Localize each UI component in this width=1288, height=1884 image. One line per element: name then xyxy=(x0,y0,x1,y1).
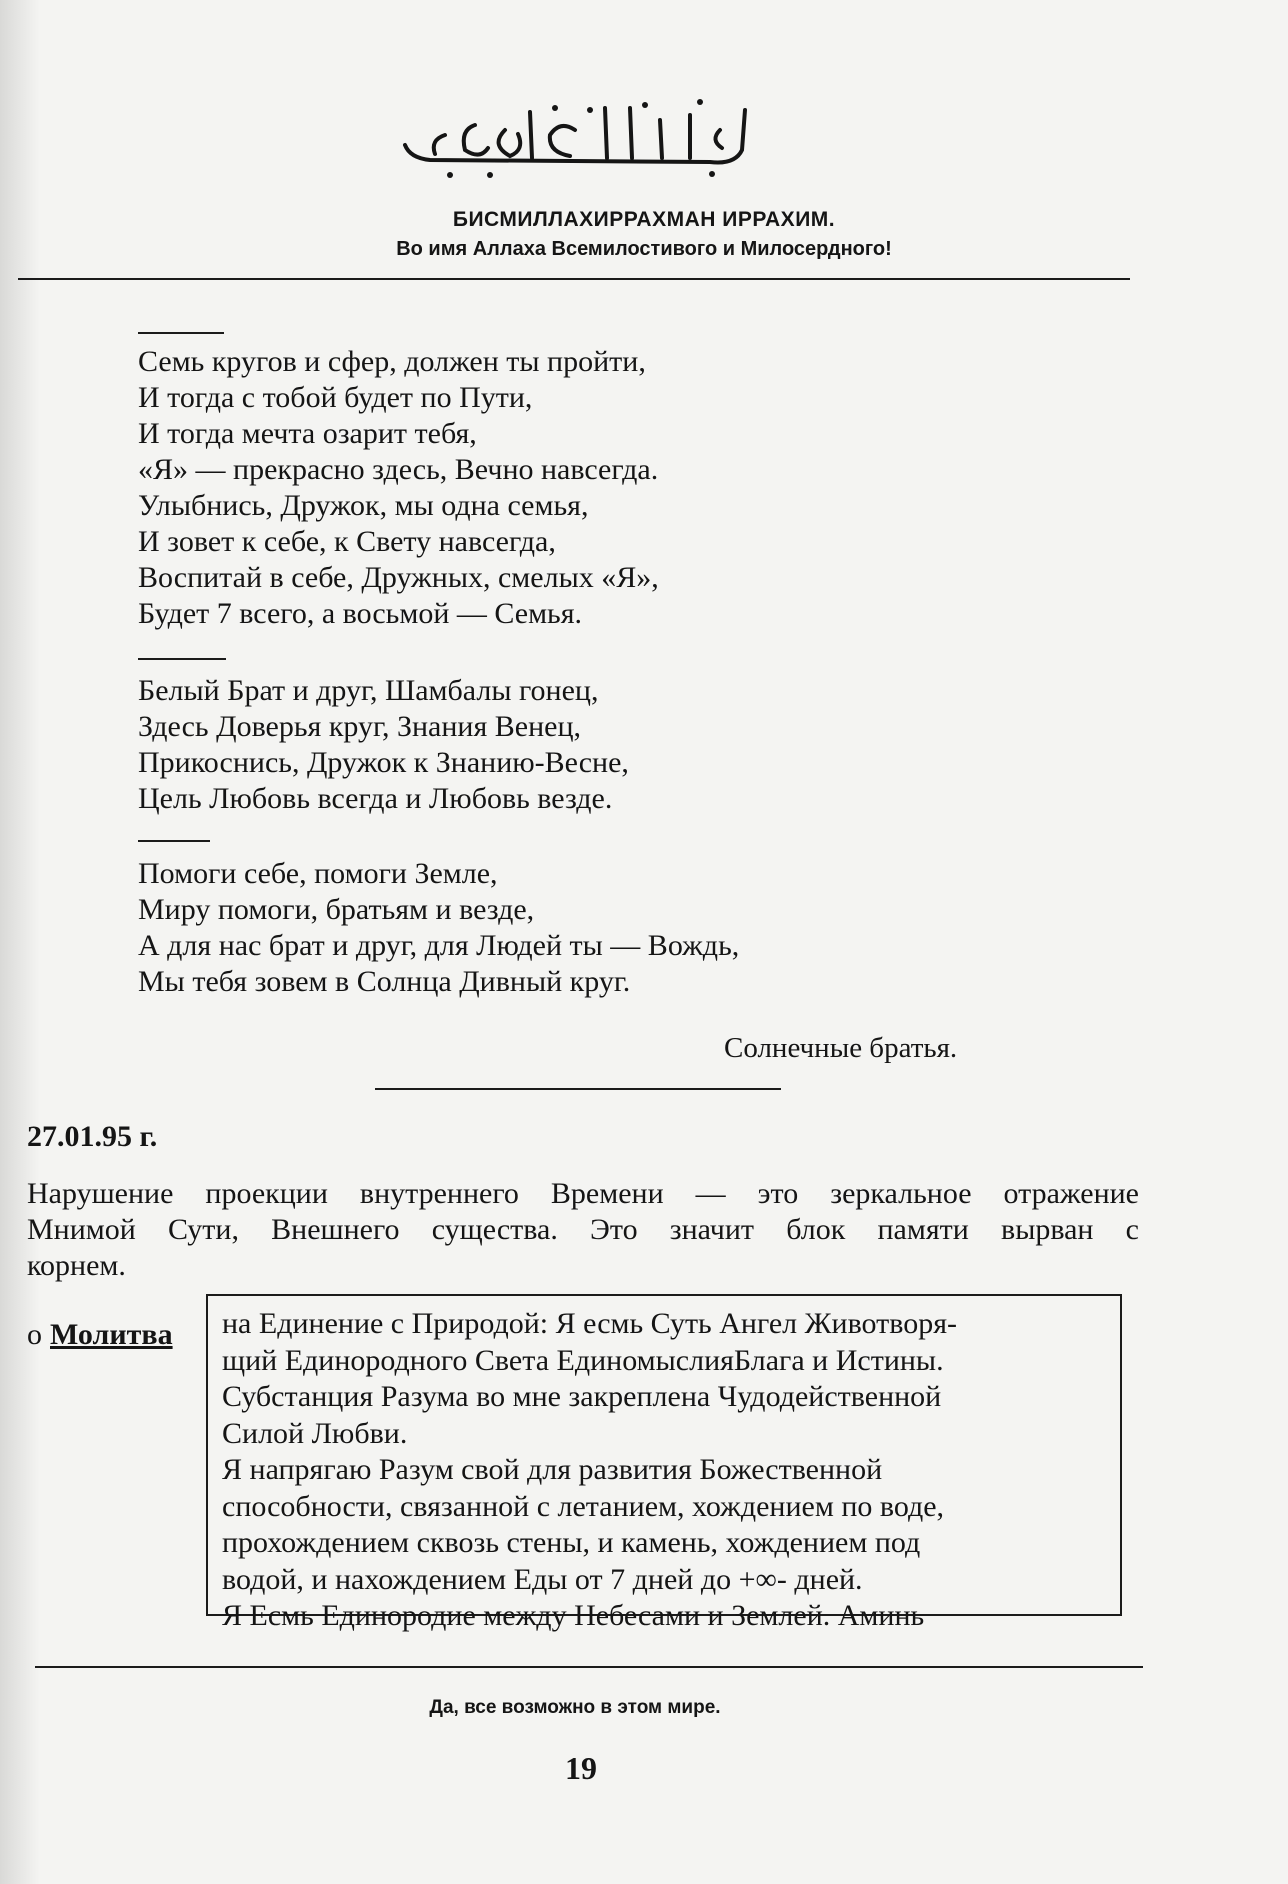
page-gutter-shadow xyxy=(0,0,40,1884)
poem-line: Мы тебя зовем в Солнца Дивный круг. xyxy=(138,965,631,998)
poem-line: Будет 7 всего, а восьмой — Семья. xyxy=(138,597,583,630)
prayer-label xyxy=(27,1318,173,1352)
prayer-box xyxy=(206,1294,1122,1632)
prayer-line: щий Единородного Света ЕдиномыслияБлага и Истины. xyxy=(222,1343,944,1377)
poem-line: Миру помоги, братьям и везде, xyxy=(138,893,535,926)
poem-line: А для нас брат и друг, для Людей ты — Вождь, xyxy=(138,929,740,962)
poem-line: Прикоснись, Дружок к Знанию-Весне, xyxy=(138,746,629,779)
poem-stanza-2 xyxy=(138,673,938,817)
entry-date: 27.01.95 г. xyxy=(27,1120,158,1153)
poem-line: «Я» — прекрасно здесь, Вечно навсегда. xyxy=(138,453,659,486)
stanza-divider xyxy=(138,658,226,660)
prayer-line: Субстанция Разума во мне закреплена Чудодейственной xyxy=(222,1380,942,1413)
prayer-line: на Единение с Природой: Я есмь Суть Ангел Животворя- xyxy=(222,1307,958,1340)
poem-line: Белый Брат и друг, Шамбалы гонец, xyxy=(138,674,599,707)
basmala-translation: Во имя Аллаха Всемилостивого и Милосердного! xyxy=(396,238,892,260)
stanza-divider xyxy=(138,332,224,334)
poem-line: Помоги себе, помоги Земле, xyxy=(138,857,498,890)
paragraph-line: корнем. xyxy=(27,1249,126,1282)
poem-stanza-1 xyxy=(138,344,938,632)
poem-line: Воспитай в себе, Дружных, смелых «Я», xyxy=(138,561,659,594)
entry-paragraph xyxy=(27,1176,1139,1284)
poem-line: И зовет к себе, к Свету навсегда, xyxy=(138,525,556,558)
prayer-line: Я Есмь Единородие между Небесами и Землей. Аминь xyxy=(222,1599,925,1632)
poem-line: Семь кругов и сфер, должен ты пройти, xyxy=(138,345,646,378)
footer-rule xyxy=(35,1666,1143,1668)
prayer-title: Молитва xyxy=(50,1318,173,1351)
poem-line: И тогда с тобой будет по Пути, xyxy=(138,381,533,414)
poem-signature: Солнечные братья. xyxy=(724,1032,958,1064)
poem-line: И тогда мечта озарит тебя, xyxy=(138,417,477,450)
prayer-line: Я напрягаю Разум свой для развития Божественной xyxy=(222,1453,883,1486)
basmala-calligraphy-image xyxy=(390,90,760,185)
basmala-transliteration: БИСМИЛЛАХИРРАХМАН ИРРАХИМ. xyxy=(452,208,836,231)
footer-motto: Да, все возможно в этом мире. xyxy=(429,1697,721,1718)
header-rule xyxy=(18,278,1130,280)
prayer-line: водой, и нахождением Еды от 7 дней до +∞- дней. xyxy=(222,1562,863,1596)
poem-line: Улыбнись, Дружок, мы одна семья, xyxy=(138,489,589,522)
poem-stanza-3 xyxy=(138,856,938,1000)
poem-line: Цель Любовь всегда и Любовь везде. xyxy=(138,782,613,815)
paragraph-line: Нарушение проекции внутреннего Времени — это зеркальное отражение xyxy=(27,1177,1139,1210)
paragraph-line: Мнимой Сути, Внешнего существа. Это значит блок памяти вырван с xyxy=(27,1213,1139,1246)
prayer-line: Силой Любви. xyxy=(222,1416,408,1450)
prayer-bullet: о xyxy=(27,1318,42,1351)
page-number: 19 xyxy=(565,1750,597,1786)
poem-line: Здесь Доверья круг, Знания Венец, xyxy=(138,710,582,743)
prayer-line: способности, связанной с летанием, хождением по воде, xyxy=(222,1489,945,1523)
prayer-line: прохождением сквозь стены, и камень, хождением под xyxy=(222,1526,921,1559)
stanza-divider xyxy=(138,840,210,842)
section-rule xyxy=(375,1088,781,1090)
